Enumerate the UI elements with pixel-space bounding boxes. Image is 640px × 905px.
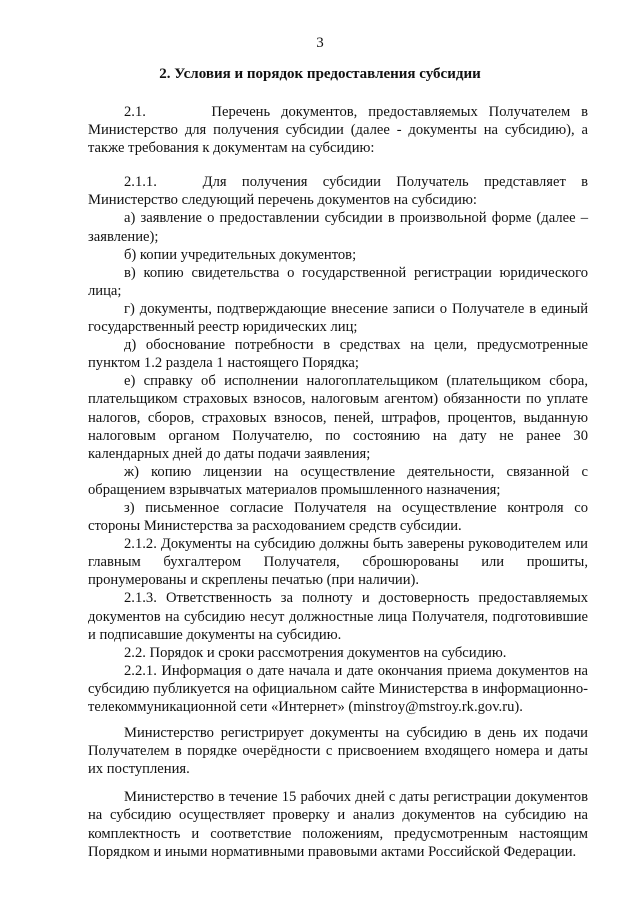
paragraph-2-2-1: 2.2.1. Информация о дате начала и дате окончания приема документов на субсидию публикуется на официальном сайте Министерства в информационно-телекоммуникационной сети «Интернет» (minstroy@mstroy.rk.gov.ru). — [88, 662, 588, 715]
paragraph-review: Министерство в течение 15 рабочих дней с даты регистрации документов на субсидию осуществляет проверку и анализ документов на субсидию на комплектность и соответствие положениям, предусмотренным настоящим Порядком и иными нормативными правовыми актами Российской Федерации. — [88, 789, 588, 860]
list-item-b: б) копии учредительных документов; — [124, 246, 357, 263]
list-item-v: в) копию свидетельства о государственной регистрации юридического лица; — [88, 264, 588, 299]
list-item-zh: ж) копию лицензии на осуществление деятельности, связанной с обращением взрывчатых материалов промышленного назначения; — [88, 463, 588, 498]
paragraph-2-1-2: 2.1.2. Документы на субсидию должны быть заверены руководителем или главным бухгалтером Получателя, сброшюрованы или прошиты, пронумерованы и скреплены печатью (при наличии). — [88, 536, 588, 589]
paragraph-2-1-3: 2.1.3. Ответственность за полноту и достоверность предоставляемых документов на субсидию несут должностные лица Получателя, подготовившие и подписавшие документы на субсидию. — [88, 590, 588, 643]
document-body — [88, 103, 588, 861]
paragraph-registration: Министерство регистрирует документы на субсидию в день их подачи Получателем в порядке очерёдности с присвоением входящего номера и даты их поступления. — [88, 725, 588, 778]
paragraph-2-1-1: 2.1.1. Для получения субсидии Получатель представляет в Министерство следующий перечень документов на субсидию: — [88, 174, 588, 209]
paragraph-2-1: 2.1. Перечень документов, предоставляемых Получателем в Министерство для получения субсидии (далее - документы на субсидию), а также требования к документам на субсидию: — [88, 104, 588, 157]
list-item-d: д) обоснование потребности в средствах на цели, предусмотренные пунктом 1.2 раздела 1 настоящего Порядка; — [88, 337, 588, 372]
list-item-e: е) справку об исполнении налогоплательщиком (плательщиком сбора, плательщиком страховых взносов, налоговым агентом) обязанности по уплате налогов, сборов, страховых взносов, пеней, штрафов, процентов, выданную налоговым органом Получателю, по состоянию на дату не ранее 30 календарных дней до даты подачи заявления; — [88, 373, 588, 462]
list-item-g: г) документы, подтверждающие внесение записи о Получателе в единый государственный реестр юридических лиц; — [88, 300, 588, 336]
page-number: 3 — [316, 35, 324, 51]
list-item-a: а) заявление о предоставлении субсидии в произвольной форме (далее – заявление); — [88, 210, 588, 245]
section-title: 2. Условия и порядок предоставления субсидии — [159, 66, 481, 82]
list-item-z: з) письменное согласие Получателя на осуществление контроля со стороны Министерства за расходованием средств субсидии. — [88, 499, 588, 535]
paragraph-2-2: 2.2. Порядок и сроки рассмотрения документов на субсидию. — [124, 644, 507, 661]
